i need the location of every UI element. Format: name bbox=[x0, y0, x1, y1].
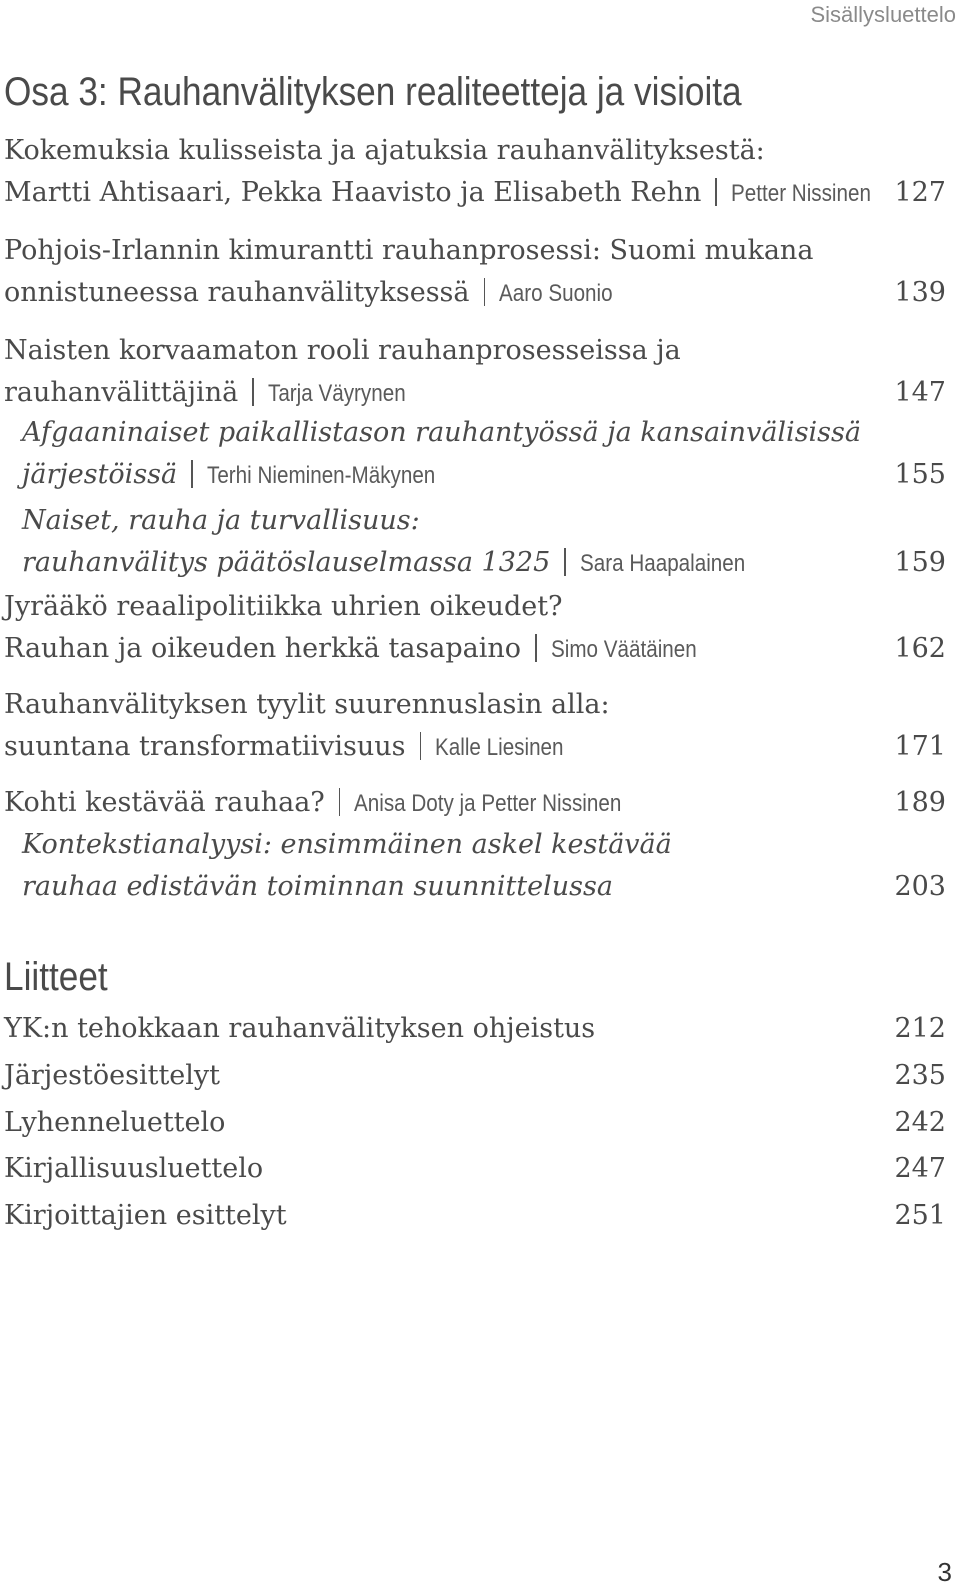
running-header: Sisällysluettelo bbox=[810, 2, 956, 27]
page-footer-number: 3 bbox=[937, 1557, 952, 1587]
entry-title-line: Järjestöesittelyt bbox=[4, 1060, 221, 1091]
page-number: 203 bbox=[894, 871, 946, 902]
entry-title-line: Kokemuksia kulisseista ja ajatuksia rauhanvälityksestä: bbox=[4, 135, 765, 166]
section-title-osa-3: Osa 3: Rauhanvälityksen realiteetteja ja visioita bbox=[4, 70, 742, 114]
entry-title-line: Lyhenneluettelo bbox=[4, 1107, 226, 1138]
separator-bar bbox=[715, 178, 717, 206]
section-title-liitteet: Liitteet bbox=[4, 955, 108, 999]
page-number: 235 bbox=[894, 1060, 946, 1091]
entry-author: Tarja Väyrynen bbox=[267, 380, 406, 407]
toc-entry[interactable] bbox=[4, 230, 946, 315]
page-number: 147 bbox=[894, 377, 946, 408]
entry-title-line: Pohjois-Irlannin kimurantti rauhanprosessi: Suomi mukana bbox=[4, 235, 814, 266]
entry-title-line: Rauhan ja oikeuden herkkä tasapaino bbox=[4, 633, 522, 664]
page-number: 189 bbox=[894, 787, 946, 818]
toc-entry[interactable] bbox=[4, 1195, 946, 1237]
entry-title-line: onnistuneessa rauhanvälityksessä bbox=[4, 277, 470, 308]
entry-title-line: rauhanvälitys päätöslauselmassa 1325 bbox=[22, 547, 551, 578]
toc-entry[interactable] bbox=[4, 1008, 946, 1050]
toc-entry[interactable] bbox=[4, 1055, 946, 1097]
separator-bar bbox=[535, 634, 537, 662]
entry-title-line: Kirjallisuusluettelo bbox=[4, 1153, 264, 1184]
entry-author: Petter Nissinen bbox=[730, 180, 871, 207]
entry-author: Anisa Doty ja Petter Nissinen bbox=[354, 790, 622, 817]
toc-entry[interactable] bbox=[4, 1102, 946, 1144]
page-number: 162 bbox=[894, 633, 946, 664]
entry-title-line: Kohti kestävää rauhaa? bbox=[4, 787, 325, 818]
toc-entry[interactable] bbox=[22, 500, 946, 585]
entry-title-line: Martti Ahtisaari, Pekka Haavisto ja Elisabeth Rehn bbox=[4, 177, 702, 208]
page-number: 155 bbox=[894, 459, 946, 490]
toc-entry[interactable] bbox=[22, 412, 946, 497]
entry-title-line: Kontekstianalyysi: ensimmäinen askel kestävää bbox=[22, 829, 672, 860]
toc-entry[interactable] bbox=[22, 824, 946, 908]
toc-entry[interactable] bbox=[4, 1148, 946, 1190]
entry-title-line: Kirjoittajien esittelyt bbox=[4, 1200, 287, 1231]
page-number: 159 bbox=[894, 547, 946, 578]
page-number: 171 bbox=[894, 731, 946, 762]
separator-bar bbox=[484, 278, 486, 306]
entry-title-line: Afgaaninaiset paikallistason rauhantyössä ja kansainvälisissä bbox=[22, 417, 861, 448]
toc-entry[interactable] bbox=[4, 586, 946, 671]
page-number: 127 bbox=[894, 177, 946, 208]
separator-bar bbox=[252, 378, 254, 406]
toc-entry[interactable] bbox=[4, 684, 946, 769]
entry-author: Aaro Suonio bbox=[499, 280, 613, 307]
separator-bar bbox=[339, 788, 341, 816]
separator-bar bbox=[420, 732, 422, 760]
entry-title-line: Jyrääkö reaalipolitiikka uhrien oikeudet? bbox=[4, 591, 563, 622]
page-number: 212 bbox=[894, 1013, 946, 1044]
separator-bar bbox=[564, 548, 566, 576]
page-number: 247 bbox=[894, 1153, 946, 1184]
entry-title-line: Naiset, rauha ja turvallisuus: bbox=[22, 505, 420, 536]
entry-author: Kalle Liesinen bbox=[435, 734, 564, 761]
entry-author: Terhi Nieminen-Mäkynen bbox=[206, 462, 435, 489]
page-number: 242 bbox=[894, 1107, 946, 1138]
page-number: 139 bbox=[894, 277, 946, 308]
entry-title-line: suuntana transformatiivisuus bbox=[4, 731, 406, 762]
toc-entry[interactable] bbox=[4, 782, 946, 825]
entry-title-line: rauhaa edistävän toiminnan suunnittelussa bbox=[22, 871, 613, 902]
toc-entry[interactable] bbox=[4, 130, 946, 215]
toc-entry[interactable] bbox=[4, 330, 946, 415]
entry-author: Simo Väätäinen bbox=[550, 636, 697, 663]
entry-title-line: järjestöissä bbox=[22, 459, 178, 490]
separator-bar bbox=[191, 460, 193, 488]
entry-title-line: Naisten korvaamaton rooli rauhanprosesseissa ja bbox=[4, 335, 681, 366]
entry-title-line: YK:n tehokkaan rauhanvälityksen ohjeistus bbox=[4, 1013, 596, 1044]
entry-title-line: rauhanvälittäjinä bbox=[4, 377, 239, 408]
page-number: 251 bbox=[894, 1200, 946, 1231]
entry-author: Sara Haapalainen bbox=[579, 550, 746, 577]
entry-title-line: Rauhanvälityksen tyylit suurennuslasin alla: bbox=[4, 689, 610, 720]
